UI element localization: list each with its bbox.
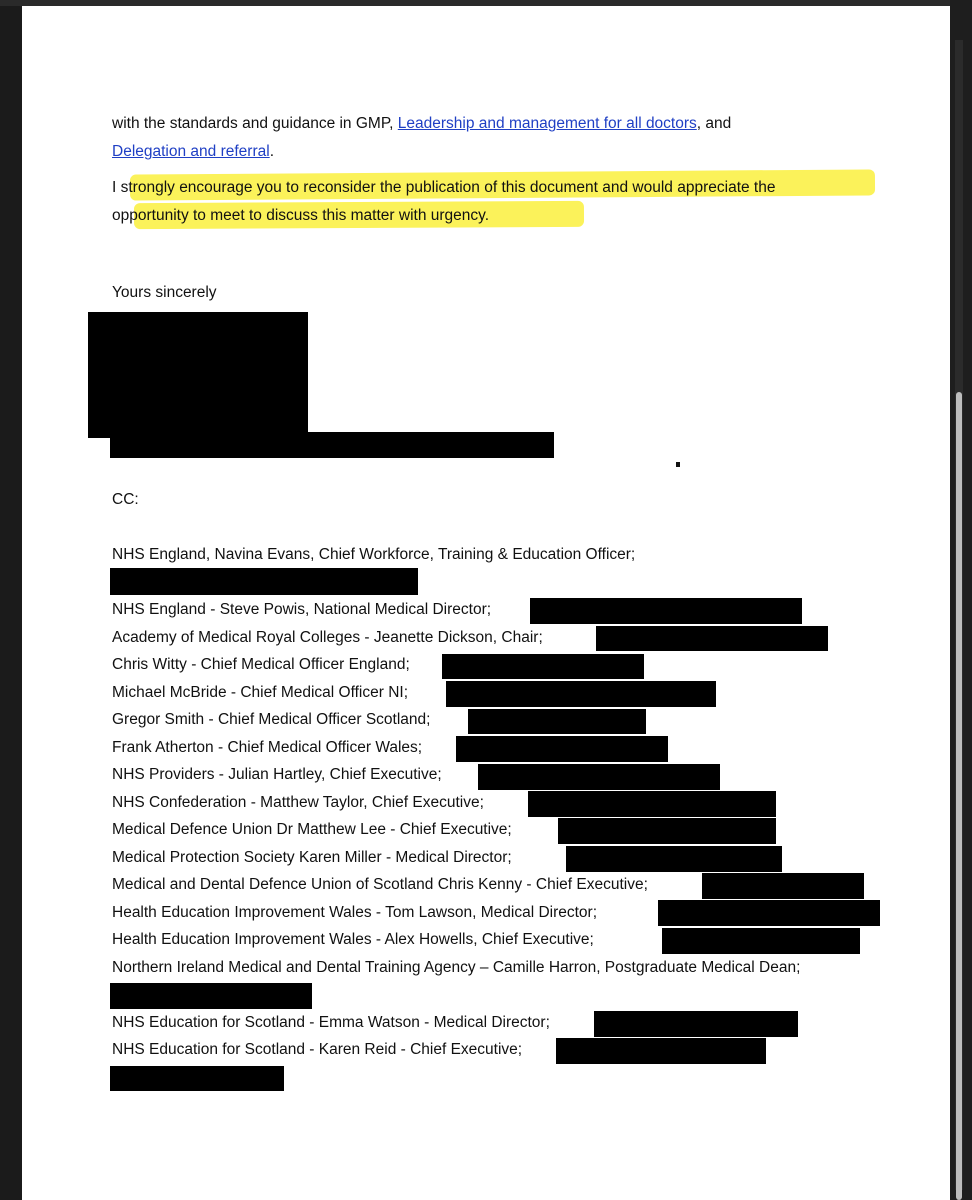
text-and: , and <box>696 115 732 132</box>
cc-item: Gregor Smith - Chief Medical Officer Scotland; <box>112 711 431 728</box>
redacted-email <box>594 1011 798 1037</box>
cc-item: NHS England, Navina Evans, Chief Workforce, Training & Education Officer; <box>112 546 636 563</box>
redacted-email <box>456 736 668 762</box>
redacted-email <box>558 818 776 844</box>
cc-item: NHS Education for Scotland - Emma Watson - Medical Director; <box>112 1014 550 1031</box>
scrollbar-thumb[interactable] <box>956 392 962 1200</box>
redacted-signature <box>88 312 308 438</box>
cc-item: Medical and Dental Defence Union of Scotland Chris Kenny - Chief Executive; <box>112 876 648 893</box>
document-page <box>22 6 950 1200</box>
redacted-email <box>596 626 828 651</box>
redacted-email <box>110 983 312 1009</box>
cc-item: Northern Ireland Medical and Dental Training Agency – Camille Harron, Postgraduate Medical Dean; <box>112 959 801 976</box>
cc-item: Health Education Improvement Wales - Alex Howells, Chief Executive; <box>112 931 594 948</box>
redacted-email <box>566 846 782 872</box>
paragraph-2-line-1: I strongly encourage you to reconsider the publication of this document and would appreciate the <box>112 179 776 196</box>
cc-item: Medical Protection Society Karen Miller - Medical Director; <box>112 849 512 866</box>
stray-dot <box>676 462 680 467</box>
cc-label: CC: <box>112 491 139 508</box>
redacted-email <box>110 568 418 595</box>
redacted-email <box>556 1038 766 1064</box>
paragraph-1-line-1 <box>112 114 731 134</box>
cc-item: Frank Atherton - Chief Medical Officer Wales; <box>112 739 423 756</box>
cc-item: Michael McBride - Chief Medical Officer NI; <box>112 684 409 701</box>
redacted-email <box>478 764 720 790</box>
redacted-email <box>528 791 776 817</box>
redacted-email <box>110 1066 284 1091</box>
cc-item: NHS Providers - Julian Hartley, Chief Executive; <box>112 766 442 783</box>
cc-item: Academy of Medical Royal Colleges - Jeanette Dickson, Chair; <box>112 629 543 646</box>
redacted-email <box>442 654 644 679</box>
redacted-email <box>662 928 860 954</box>
cc-item: Medical Defence Union Dr Matthew Lee - Chief Executive; <box>112 821 512 838</box>
cc-item: NHS Education for Scotland - Karen Reid - Chief Executive; <box>112 1041 523 1058</box>
paragraph-2-line-2: opportunity to meet to discuss this matter with urgency. <box>112 207 490 224</box>
cc-item: Health Education Improvement Wales - Tom Lawson, Medical Director; <box>112 904 598 921</box>
cc-item: NHS England - Steve Powis, National Medical Director; <box>112 601 492 618</box>
paragraph-1-line-2 <box>112 142 274 162</box>
redacted-sender-name <box>110 432 554 458</box>
leadership-management-link[interactable]: Leadership and management for all doctors <box>397 115 697 132</box>
redacted-email <box>468 709 646 734</box>
cc-item: Chris Witty - Chief Medical Officer England; <box>112 656 410 673</box>
delegation-referral-link[interactable]: Delegation and referral <box>112 143 270 160</box>
redacted-email <box>702 873 864 899</box>
cc-item: NHS Confederation - Matthew Taylor, Chief Executive; <box>112 794 484 811</box>
text-period: . <box>269 143 274 160</box>
redacted-email <box>530 598 802 624</box>
closing-yours-sincerely: Yours sincerely <box>112 284 217 301</box>
redacted-email <box>658 900 880 926</box>
redacted-email <box>446 681 716 707</box>
text-gmp-standards: with the standards and guidance in GMP, <box>112 115 398 132</box>
